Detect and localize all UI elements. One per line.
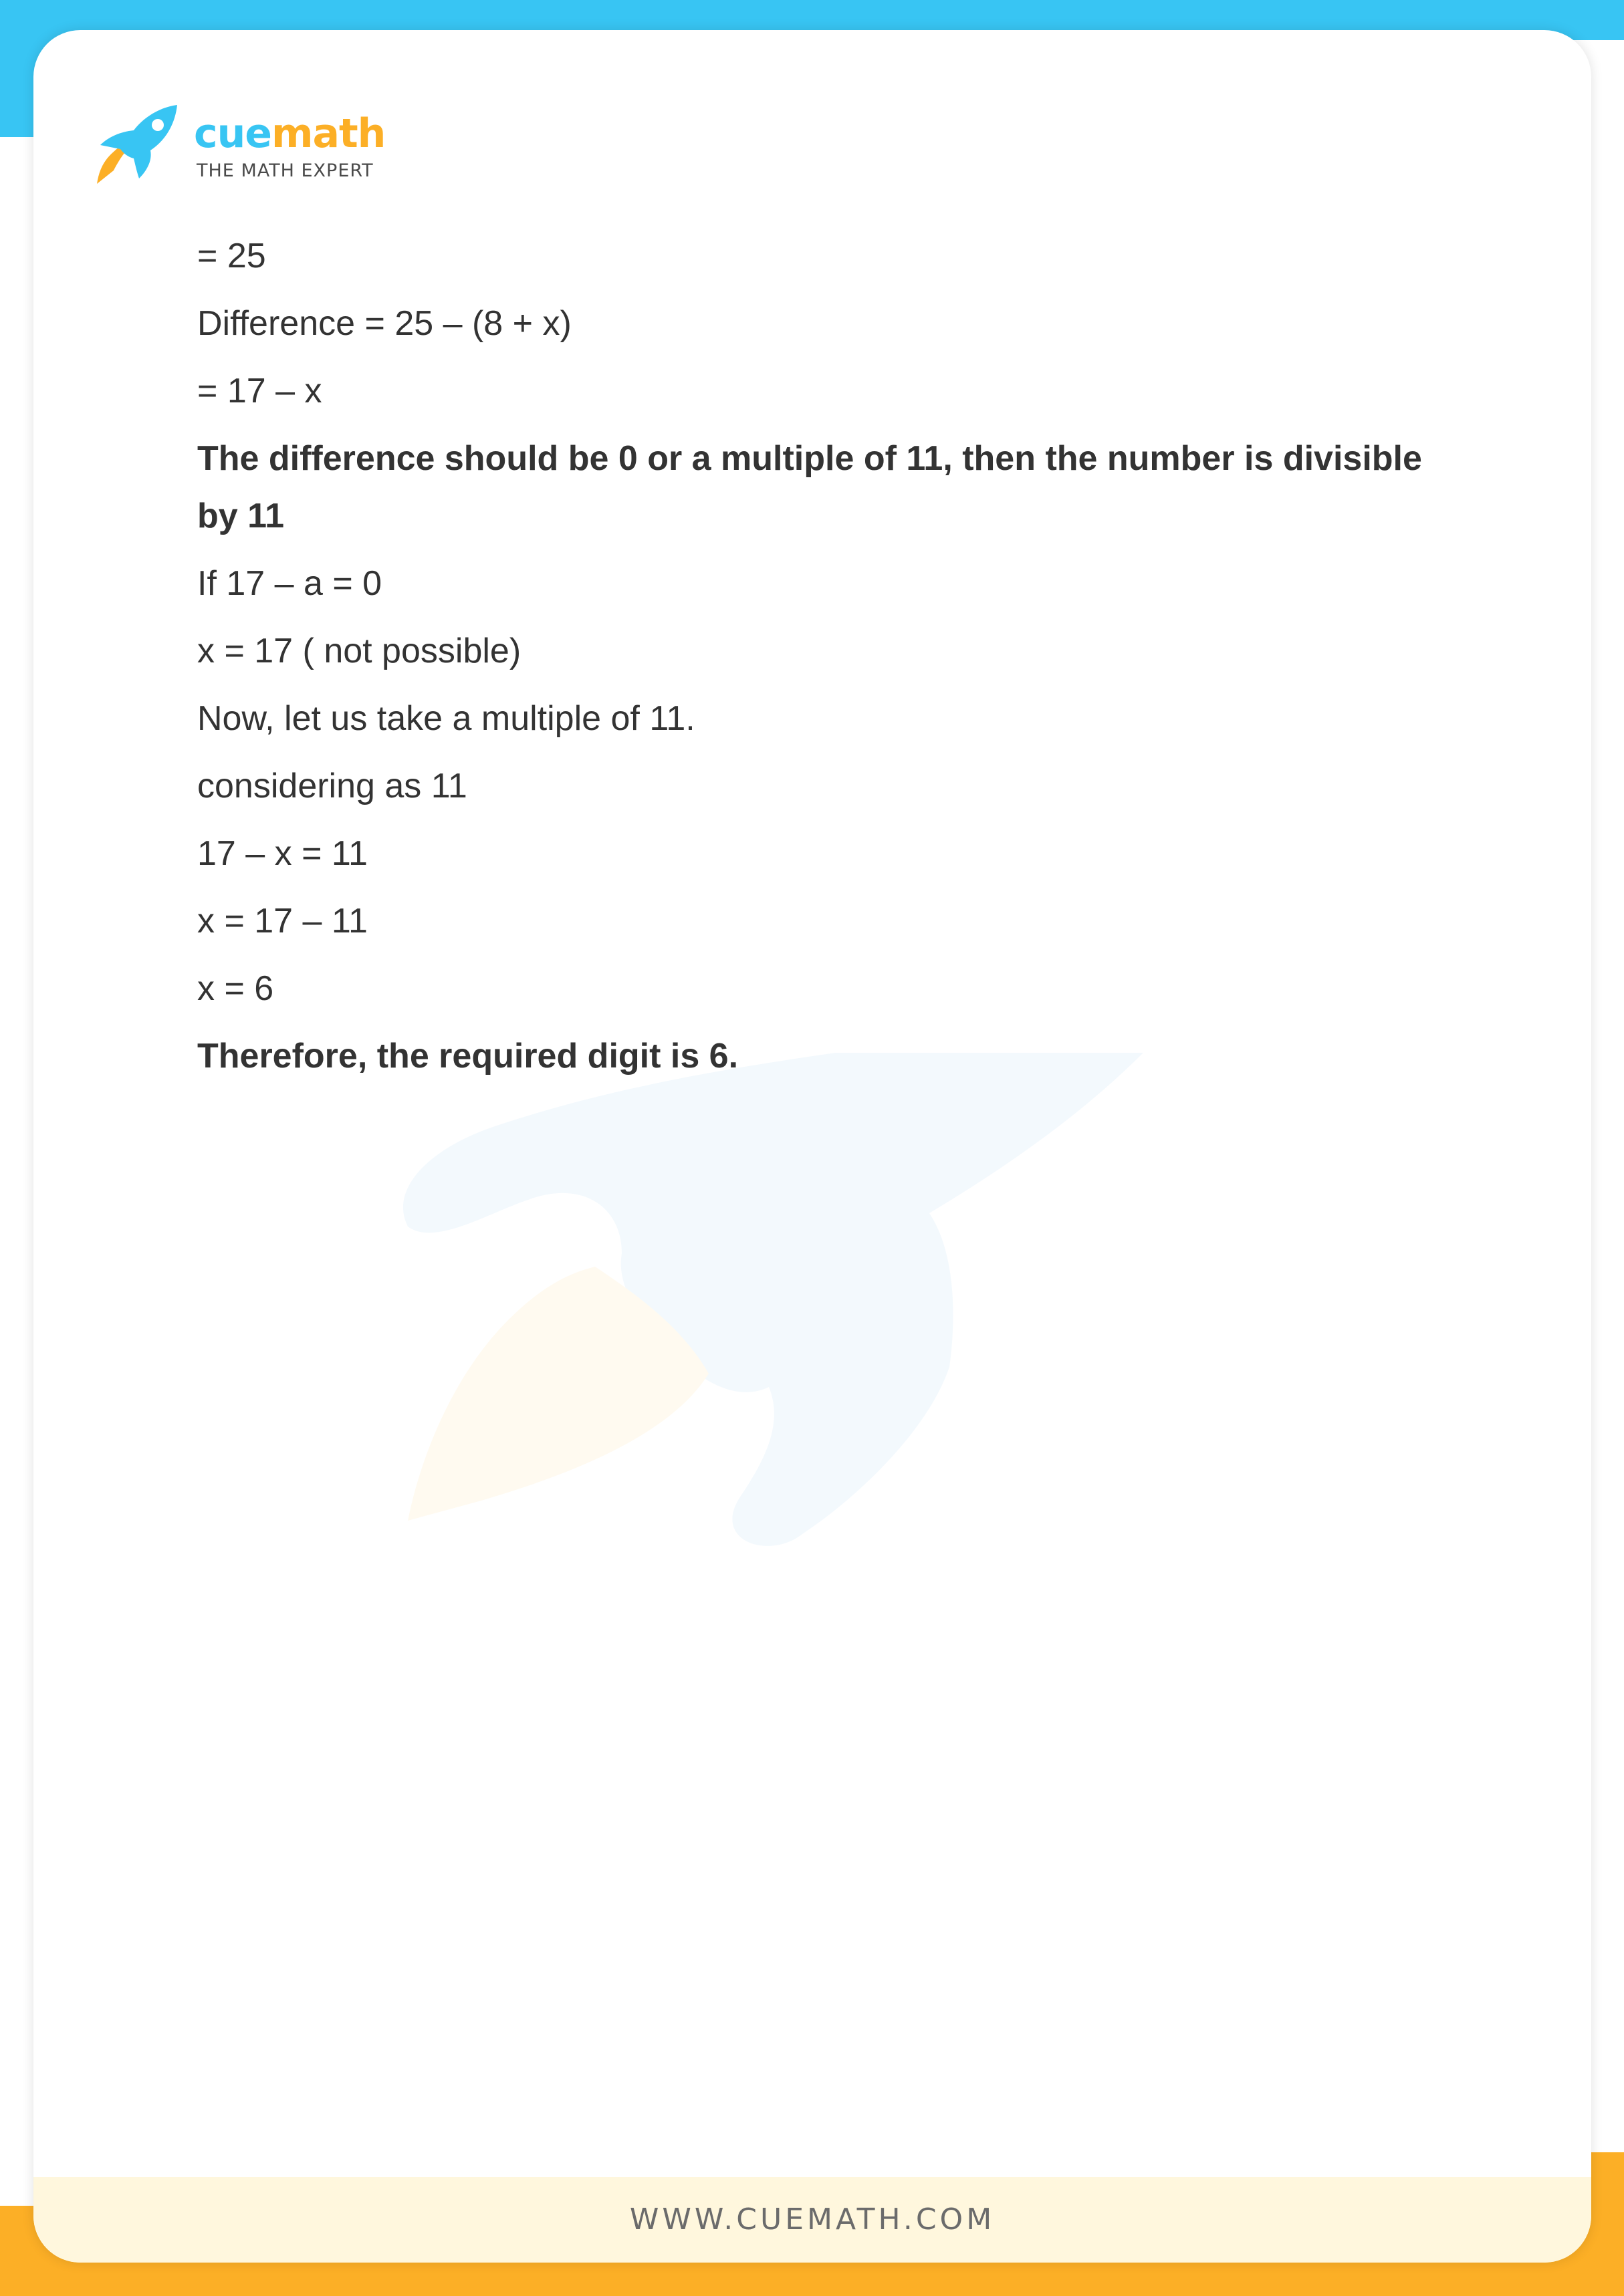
rocket-icon [94,104,181,190]
page-card [33,30,1591,2263]
brand-tagline: THE MATH EXPERT [197,160,374,181]
content-line: If 17 – a = 0 [197,564,382,603]
brand-word-math: math [271,110,386,157]
content-line: considering as 11 [197,767,467,805]
content-line: Now, let us take a multiple of 11. [197,699,695,738]
content-line: = 17 – x [197,372,322,410]
brand-word-cue: cue [194,110,271,157]
content-line: x = 17 – 11 [197,902,368,940]
cuemath-logo[interactable] [94,77,441,190]
rule-statement: The difference should be 0 or a multiple of 11, then the number is divisible by 11 [197,439,1422,535]
solution-content [197,227,1434,1095]
page-footer [33,2177,1591,2263]
brand-wordmark [194,110,385,157]
footer-url-link[interactable]: WWW.CUEMATH.COM [629,2202,996,2237]
content-line: 17 – x = 11 [197,834,368,873]
content-line: x = 6 [197,969,274,1008]
rocket-watermark-icon [394,1053,1170,1587]
final-answer: Therefore, the required digit is 6. [197,1037,739,1075]
content-line: x = 17 ( not possible) [197,632,521,670]
content-line: Difference = 25 – (8 + x) [197,304,572,343]
content-line: = 25 [197,237,266,275]
